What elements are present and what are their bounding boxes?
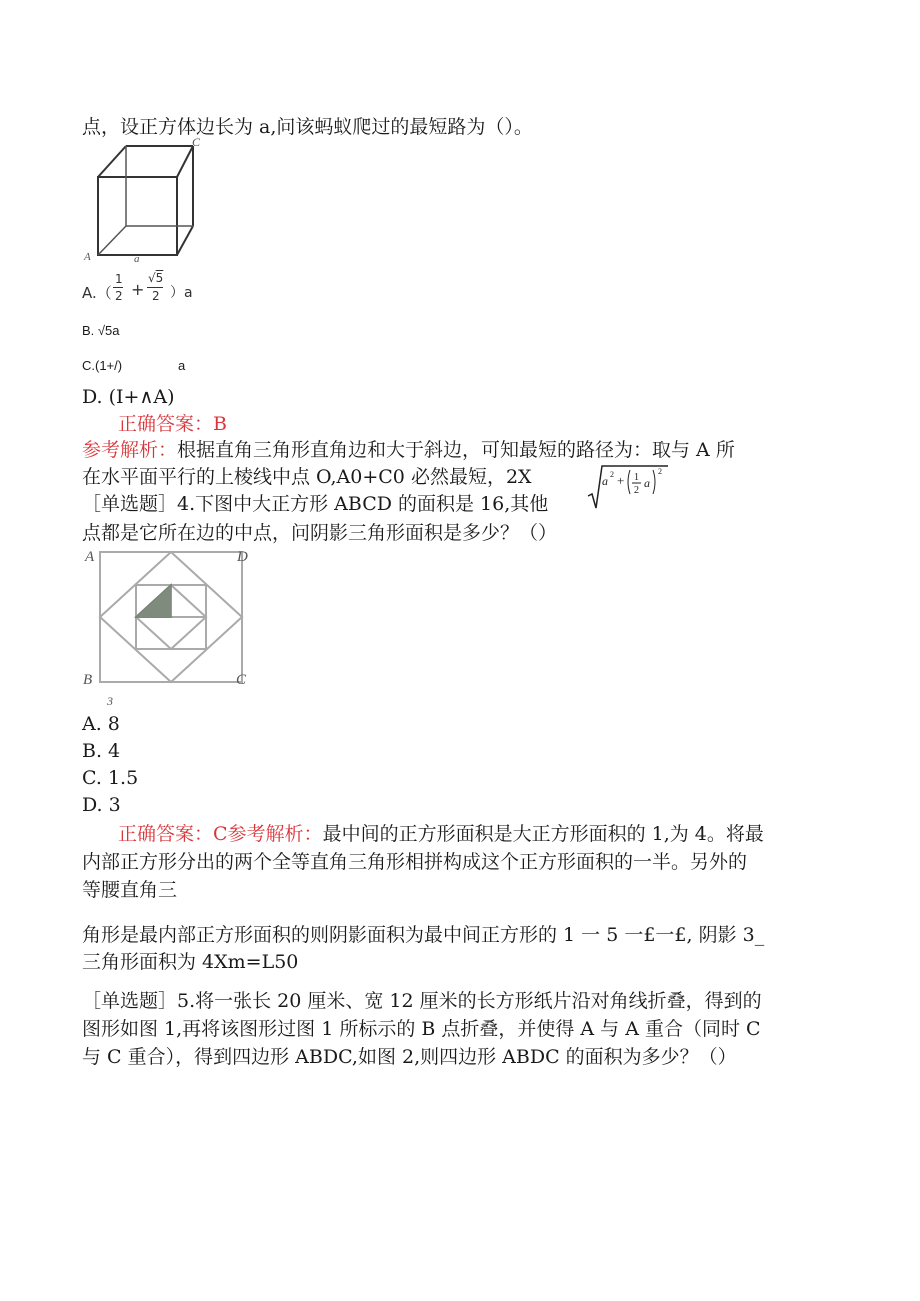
square-figure — [82, 545, 254, 710]
q4-option-a[interactable]: A. 8 — [82, 713, 120, 735]
svg-text:2: 2 — [610, 470, 614, 479]
q3-analysis-line1: 参考解析：根据直角三角形直角边和大于斜边，可知最短的路径为：取与 A 所 — [82, 439, 735, 461]
q5-stem-line2: 图形如图 1,再将该图形过图 1 所标示的 B 点折叠，并使得 A 与 A 重合（同时 C — [82, 1018, 761, 1040]
q5-stem-line3: 与 C 重合），得到四边形 ABDC,如图 2,则四边形 ABDC 的面积为多少？（） — [82, 1046, 737, 1068]
svg-text:a: a — [644, 476, 650, 490]
q4-analysis-line4: 角形是最内部正方形面积的则阴影面积为最中间正方形的 1 一 5 一£一£, 阴影 3_ — [82, 924, 765, 946]
q4-answer: 正确答案：C — [118, 823, 228, 845]
q3-analysis-label: 参考解析： — [82, 439, 178, 461]
svg-text:1: 1 — [634, 472, 639, 483]
q4-analysis-line3: 等腰直角三 — [82, 879, 178, 901]
q4-analysis-label: 参考解析： — [227, 823, 323, 845]
q3-stem-tail: 点，设正方体边长为 a,问该蚂蚁爬过的最短路为（）。 — [82, 116, 533, 138]
q3-analysis-line2: 在水平面平行的上棱线中点 O,A0+C0 必然最短，2X — [82, 466, 532, 488]
cube-label-edge: a — [134, 253, 140, 265]
label-c: C — [236, 672, 247, 688]
q4-analysis-line5: 三角形面积为 4Xm=L50 — [82, 951, 299, 973]
svg-text:a: a — [602, 474, 608, 488]
q4-stem-line1: ［单选题］4.下图中大正方形 ABCD 的面积是 16,其他 — [82, 493, 549, 515]
q3-option-c-tail: a — [178, 358, 186, 373]
q4-option-d[interactable]: D. 3 — [82, 794, 121, 816]
q3-answer: 正确答案：B — [118, 413, 227, 435]
label-a: A — [85, 549, 95, 565]
svg-text:2: 2 — [658, 467, 662, 476]
label-b: B — [83, 672, 93, 688]
q3-option-b[interactable]: B. √5a — [82, 323, 120, 338]
cube-label-c: C — [192, 135, 201, 149]
q4-answer-line: 正确答案：C参考解析：最中间的正方形面积是大正方形面积的 1,为 4。将最 — [118, 823, 764, 845]
q4-option-c[interactable]: C. 1.5 — [82, 767, 139, 789]
label-below: 3 — [107, 694, 113, 708]
q3-option-d[interactable]: D. (I+∧A) — [82, 386, 175, 408]
q4-analysis-line2: 内部正方形分出的两个全等直角三角形相拼构成这个正方形面积的一半。另外的 — [82, 851, 748, 873]
q3-option-c[interactable]: C.(1+/) — [82, 358, 123, 373]
q5-stem-line1: ［单选题］5.将一张长 20 厘米、宽 12 厘米的长方形纸片沿对角线折叠，得到的 — [82, 990, 762, 1012]
svg-text:2: 2 — [634, 485, 639, 496]
cube-label-a: A — [84, 251, 91, 263]
q4-stem-line2: 点都是它所在边的中点，问阴影三角形面积是多少？（） — [82, 522, 558, 544]
label-d: D — [237, 549, 248, 565]
svg-text:+: + — [617, 473, 625, 488]
q4-option-b[interactable]: B. 4 — [82, 740, 121, 762]
sqrt-formula — [586, 460, 670, 516]
cube-figure — [84, 136, 204, 266]
